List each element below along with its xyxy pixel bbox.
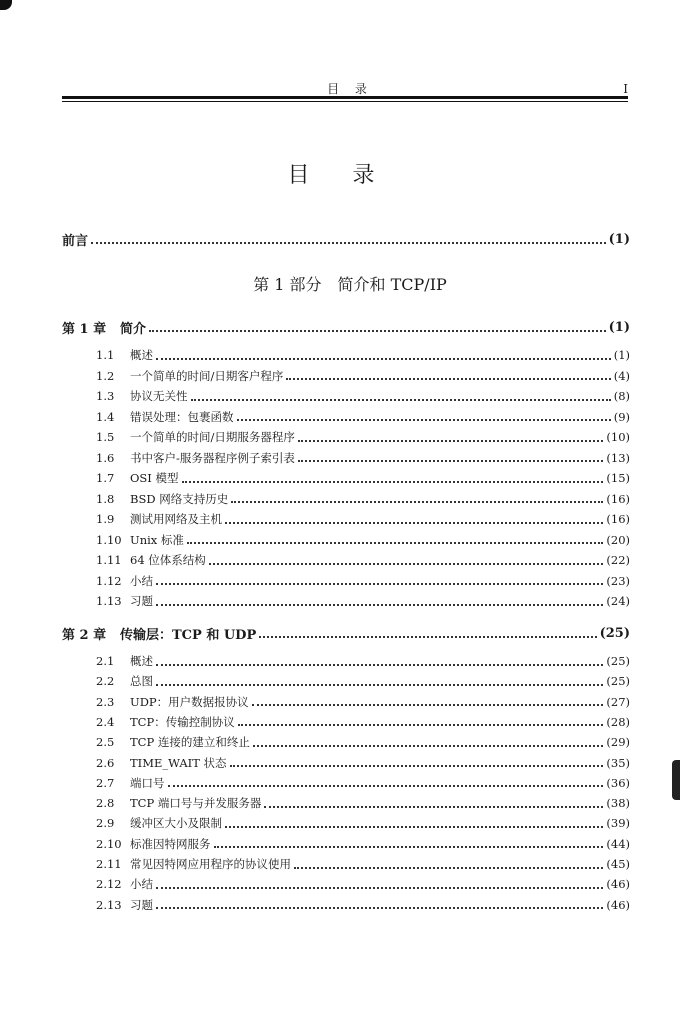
dot-leader: [156, 582, 603, 585]
dot-leader: [294, 866, 603, 869]
section-title: 常见因特网应用程序的协议使用: [130, 857, 291, 871]
dot-leader: [156, 683, 603, 686]
section-title: 一个简单的时间/日期客户程序: [130, 368, 284, 383]
dot-leader: [231, 500, 603, 503]
dot-leader: [156, 906, 603, 909]
section-page: (44): [606, 836, 630, 851]
section-number: 2.10: [96, 836, 122, 851]
toc-chapter-1: [62, 318, 630, 336]
toc-section-entry: [96, 875, 630, 893]
dot-leader: [238, 723, 604, 726]
section-number: 2.2: [96, 674, 115, 689]
section-number: 2.12: [96, 877, 122, 892]
toc-section-entry: [96, 510, 630, 528]
toc-section-entry: [96, 855, 630, 873]
section-title: 缓冲区大小及限制: [130, 816, 222, 831]
dot-leader: [156, 357, 611, 360]
toc-section-entry: [96, 531, 630, 549]
dot-leader: [191, 398, 611, 401]
toc-section-entry: [96, 428, 630, 446]
section-number: 1.7: [96, 471, 115, 485]
section-page: (16): [606, 512, 630, 526]
chapter-title: 简介: [120, 321, 147, 337]
chapter-number: 第 1 章: [62, 321, 107, 337]
section-page: (35): [606, 755, 630, 770]
chapter-page: (25): [599, 625, 630, 641]
toc-section-entry: [96, 592, 630, 610]
dot-leader: [298, 439, 604, 442]
section-page: (46): [606, 897, 630, 912]
section-title: 小结: [130, 573, 153, 588]
toc-section-entry: [96, 672, 630, 690]
section-page: (24): [606, 594, 630, 608]
section-title: TCP 连接的建立和终止: [130, 735, 250, 750]
section-number: 2.7: [96, 775, 115, 790]
section-number: 1.3: [96, 389, 115, 403]
dot-leader: [156, 603, 603, 606]
section-title: 协议无关性: [130, 389, 188, 403]
section-number: 1.6: [96, 450, 115, 465]
toc-section-entry: [96, 387, 630, 405]
toc-section-entry: [96, 551, 630, 569]
section-title: 端口号: [130, 775, 165, 790]
toc-section-entry: [96, 794, 630, 812]
section-number: 1.2: [96, 368, 115, 383]
section-number: 2.3: [96, 694, 115, 709]
page-title: 目 录: [287, 163, 393, 188]
toc-section-entry: [96, 814, 630, 832]
scan-edge-mark: [672, 760, 680, 800]
section-title: UDP：用户数据报协议: [130, 694, 249, 709]
section-page: (22): [606, 553, 630, 567]
section-page: (25): [606, 674, 630, 689]
section-title: 概述: [130, 348, 153, 362]
section-title: 总图: [130, 674, 153, 689]
header-rule-thin: [62, 101, 628, 102]
section-title: 标准因特网服务: [130, 836, 211, 851]
section-title: 测试用网络及主机: [130, 512, 222, 526]
toc-chapter-2: [62, 624, 630, 642]
section-title: 小结: [130, 877, 153, 892]
section-number: 2.13: [96, 897, 122, 912]
toc-section-entry: [96, 896, 630, 914]
dot-leader: [149, 329, 606, 332]
dot-leader: [156, 663, 603, 666]
dot-leader: [230, 764, 604, 767]
dot-leader: [91, 241, 606, 244]
scan-corner-mark: [0, 0, 12, 10]
section-number: 2.1: [96, 654, 115, 668]
section-page: (29): [606, 735, 630, 750]
section-page: (8): [613, 389, 630, 403]
dot-leader: [298, 459, 604, 462]
section-number: 1.13: [96, 594, 122, 608]
section-title: 习题: [130, 594, 153, 608]
section-title: OSI 模型: [130, 471, 179, 485]
toc-section-entry: [96, 733, 630, 751]
section-number: 1.1: [96, 348, 115, 362]
toc-section-entry: [96, 469, 630, 487]
dot-leader: [214, 845, 604, 848]
section-title: TCP 端口号与并发服务器: [130, 796, 262, 811]
section-page: (10): [606, 430, 630, 444]
section-page: (45): [606, 857, 630, 871]
dot-leader: [259, 635, 596, 638]
section-page: (15): [606, 471, 630, 485]
section-page: (1): [613, 348, 630, 362]
chapter-page: (1): [608, 319, 630, 335]
section-page: (28): [606, 714, 630, 729]
chapter-title: 传输层：TCP 和 UDP: [120, 627, 257, 643]
section-title: 64 位体系结构: [130, 553, 206, 567]
dot-leader: [286, 377, 610, 380]
toc-section-entry: [96, 652, 630, 670]
dot-leader: [225, 521, 603, 524]
toc-section-entry: [96, 367, 630, 385]
section-number: 1.12: [96, 573, 122, 588]
chapter-number: 第 2 章: [62, 627, 107, 643]
toc-section-entry: [96, 346, 630, 364]
section-title: 书中客户-服务器程序例子索引表: [130, 450, 295, 465]
section-number: 1.5: [96, 430, 115, 444]
section-title: BSD 网络支持历史: [130, 491, 229, 506]
section-page: (25): [606, 654, 630, 668]
dot-leader: [187, 541, 603, 544]
toc-entry-title: 前言: [62, 233, 89, 249]
section-page: (4): [613, 368, 630, 383]
dot-leader: [252, 703, 604, 706]
toc-section-entry: [96, 408, 630, 426]
toc-section-entry: [96, 449, 630, 467]
section-number: 2.6: [96, 755, 115, 770]
section-number: 1.10: [96, 532, 122, 547]
toc-section-entry: [96, 713, 630, 731]
section-title: TIME_WAIT 状态: [130, 755, 227, 770]
section-page: (9): [613, 409, 630, 424]
section-title: 概述: [130, 654, 153, 668]
section-number: 2.9: [96, 816, 115, 831]
section-page: (13): [606, 450, 630, 465]
toc-entry-page: (1): [608, 231, 630, 247]
toc-section-entry: [96, 490, 630, 508]
dot-leader: [237, 418, 611, 421]
section-number: 1.9: [96, 512, 115, 526]
dot-leader: [253, 744, 604, 747]
section-number: 2.5: [96, 735, 115, 750]
section-title: Unix 标准: [130, 532, 184, 547]
section-page: (46): [606, 877, 630, 892]
dot-leader: [264, 805, 603, 808]
section-number: 1.11: [96, 553, 122, 567]
section-number: 2.11: [96, 857, 122, 871]
section-page: (27): [606, 694, 630, 709]
section-page: (38): [606, 796, 630, 811]
section-number: 1.4: [96, 409, 115, 424]
section-title: 习题: [130, 897, 153, 912]
toc-section-entry: [96, 693, 630, 711]
header-rule-thick: [62, 96, 628, 99]
section-number: 2.4: [96, 714, 115, 729]
section-title: TCP：传输控制协议: [130, 714, 235, 729]
section-page: (20): [606, 532, 630, 547]
section-page: (39): [606, 816, 630, 831]
section-page: (23): [606, 573, 630, 588]
dot-leader: [168, 784, 604, 787]
running-header-title: 目 录: [327, 82, 373, 96]
toc-entry-preface: [62, 230, 630, 248]
dot-leader: [182, 480, 604, 483]
toc-section-entry: [96, 835, 630, 853]
dot-leader: [156, 886, 603, 889]
section-title: 错误处理：包裹函数: [130, 409, 234, 424]
section-page: (16): [606, 491, 630, 506]
toc-section-entry: [96, 774, 630, 792]
toc-section-entry: [96, 754, 630, 772]
section-page: (36): [606, 775, 630, 790]
dot-leader: [209, 562, 604, 565]
section-number: 1.8: [96, 491, 115, 506]
toc-section-entry: [96, 572, 630, 590]
part-heading: 第 1 部分 简介和 TCP/IP: [253, 275, 447, 294]
running-header-page-number: I: [623, 82, 628, 96]
section-number: 2.8: [96, 796, 115, 811]
section-title: 一个简单的时间/日期服务器程序: [130, 430, 295, 444]
dot-leader: [225, 825, 603, 828]
